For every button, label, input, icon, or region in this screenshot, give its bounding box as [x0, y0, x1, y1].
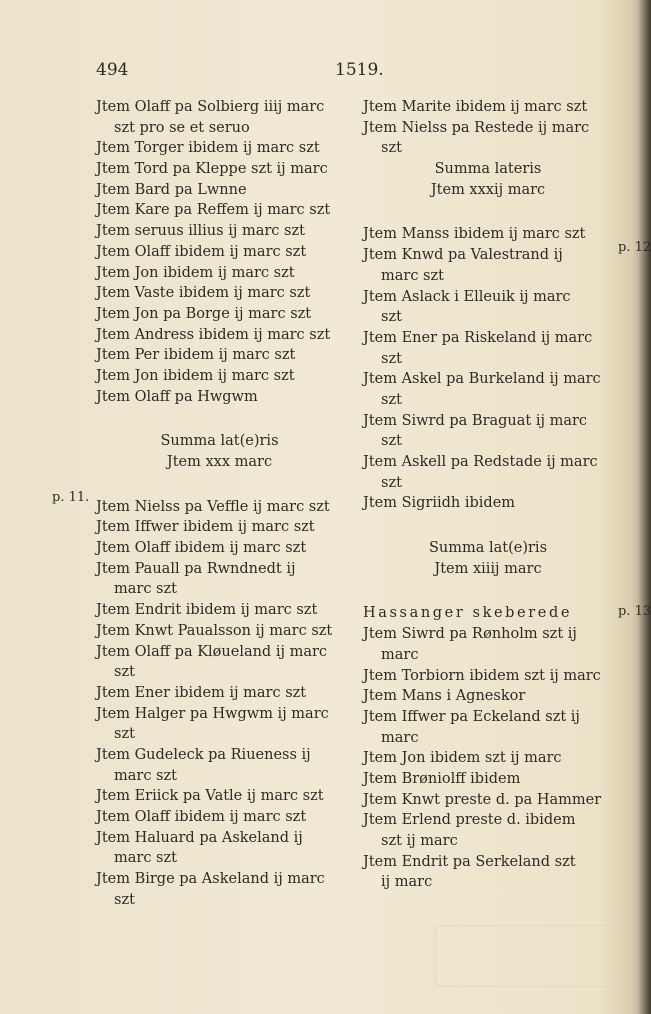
entry-line: Jtem Jon ibidem szt ij marc	[363, 750, 562, 767]
entry-line: szt pro se et seruo	[114, 119, 250, 136]
entry-line: Jtem Siwrd pa Braguat ij marc	[363, 412, 588, 429]
entry-line: Jtem Marite ibidem ij marc szt	[363, 99, 588, 115]
entry-line: Jtem seruus illius ij marc szt	[96, 223, 305, 240]
entry-line: Jtem Knwt Paualsson ij marc szt	[96, 622, 333, 639]
summa-line: Jtem xxx marc	[166, 454, 273, 470]
entry-line: Jtem Siwrd pa Rønholm szt ij	[363, 626, 577, 643]
entry-line: szt	[381, 391, 402, 408]
entry-line: Jtem Tord pa Kleppe szt ij marc	[96, 161, 328, 178]
summa-line: Jtem xiiij marc	[434, 560, 542, 577]
entry-line: Jtem Olaff pa Hwgwm	[96, 388, 258, 405]
entry-line: Jtem Bard pa Lwnne	[96, 181, 247, 198]
entry-line: Jtem Nielss pa Veffle ij marc szt	[96, 498, 330, 515]
entry-line: szt	[381, 350, 402, 367]
entry-line: Jtem Knwd pa Valestrand ij	[363, 247, 563, 264]
entry-line: Jtem Sigriidh ibidem	[363, 495, 516, 512]
entry-line: szt	[381, 140, 402, 157]
entry-line	[96, 407, 343, 431]
margin-note-p12: p. 12	[618, 240, 651, 255]
entry-line: Jtem Pauall pa Rwndnedt ij	[96, 560, 296, 577]
entry-line: Jtem Ener pa Riskeland ij marc	[363, 329, 593, 346]
entry-line: Jtem Olaff ibidem ij marc szt	[96, 540, 307, 557]
entry-line: marc szt	[114, 850, 177, 867]
entry-line: Jtem Haluard pa Askeland ij	[96, 829, 303, 846]
entry-line: Jtem Iffwer pa Eckeland szt ij	[363, 708, 580, 725]
entry-line: szt	[114, 726, 135, 743]
entry-line: marc szt	[114, 767, 177, 784]
entry-line: Jtem Eriick pa Vatle ij marc szt	[96, 788, 324, 805]
entry-line: Jtem Jon ibidem ij marc szt	[96, 264, 295, 281]
entry-line: Jtem Vaste ibidem ij marc szt	[96, 285, 311, 302]
entry-line: Jtem Endrit ibidem ij marc szt	[96, 602, 318, 619]
entry-line	[96, 473, 343, 497]
section-heading: Hassanger skeberede	[363, 605, 573, 622]
entry-line: szt	[114, 891, 135, 908]
entry-line: marc szt	[114, 581, 177, 598]
page-edge-shadow	[639, 0, 651, 1014]
entry-line: Jtem Gudeleck pa Riueness ij	[96, 746, 311, 763]
entry-line: Jtem Torger ibidem ij marc szt	[96, 140, 320, 157]
entry-line: Jtem Askel pa Burkeland ij marc	[363, 371, 601, 388]
entry-line: Jtem Manss ibidem ij marc szt	[363, 226, 586, 243]
summa-line: Summa lat(e)ris	[160, 433, 279, 450]
entry-line: szt	[381, 309, 402, 326]
left-column	[96, 97, 343, 910]
entry-line: Jtem Olaff pa Kløueland ij marc	[96, 643, 328, 660]
entry-line: Jtem Endrit pa Serkeland szt	[363, 853, 576, 870]
summa-line: Summa lat(e)ris	[428, 540, 548, 557]
margin-note-p11: p. 11.	[52, 490, 90, 505]
entry-line: Jtem Jon pa Borge ij marc szt	[96, 305, 312, 322]
entry-line: Jtem Knwt preste d. pa Hammer	[363, 791, 602, 808]
entry-line: Jtem Iffwer ibidem ij marc szt	[96, 519, 315, 536]
entry-line: Jtem Mans i Agneskor	[363, 688, 526, 705]
entry-line	[363, 514, 613, 538]
entry-line: szt	[114, 664, 135, 681]
entry-line	[363, 200, 613, 224]
entry-line: marc	[381, 729, 419, 746]
entry-line: Jtem Aslack i Elleuik ij marc	[363, 288, 571, 305]
page-year: 1519.	[335, 60, 384, 80]
paper-stain	[435, 925, 627, 987]
entry-line: Jtem Jon ibidem ij marc szt	[96, 367, 295, 384]
page-header	[0, 60, 651, 84]
entry-line: Jtem Olaff ibidem ij marc szt	[96, 809, 307, 825]
entry-line: Jtem Halger pa Hwgwm ij marc	[96, 705, 329, 722]
entry-line	[363, 579, 613, 603]
entry-line: Jtem Olaff pa Solbierg iiij marc	[96, 99, 325, 115]
entry-line: Jtem Per ibidem ij marc szt	[96, 347, 296, 364]
summa-line: Jtem xxxij marc	[430, 181, 546, 198]
entry-line: Jtem Brøniolff ibidem	[363, 770, 521, 787]
entry-line: marc szt	[381, 267, 444, 284]
entry-line: Jtem Ener ibidem ij marc szt	[96, 684, 307, 701]
entry-line: ij marc	[381, 874, 433, 891]
entry-line: Jtem Erlend preste d. ibidem	[363, 812, 576, 829]
entry-line: Jtem Birge pa Askeland ij marc	[96, 871, 325, 888]
entry-line: marc	[381, 646, 419, 663]
entry-line: Jtem Olaff ibidem ij marc szt	[96, 243, 307, 260]
right-column	[363, 97, 613, 893]
entry-line: Jtem Andress ibidem ij marc szt	[96, 326, 331, 343]
summa-line: Summa lateris	[434, 161, 542, 178]
entry-line: szt ij marc	[381, 833, 458, 849]
entry-line: Jtem Nielss pa Restede ij marc	[363, 119, 590, 136]
entry-line: szt	[381, 474, 402, 491]
entry-line: Jtem Askell pa Redstade ij marc	[363, 454, 598, 470]
margin-note-p13: p. 13	[618, 604, 651, 619]
entry-line: Jtem Kare pa Reffem ij marc szt	[96, 202, 331, 219]
entry-line: Jtem Torbiorn ibidem szt ij marc	[363, 667, 601, 684]
page-number: 494	[96, 60, 129, 80]
entry-line: szt	[381, 433, 402, 450]
